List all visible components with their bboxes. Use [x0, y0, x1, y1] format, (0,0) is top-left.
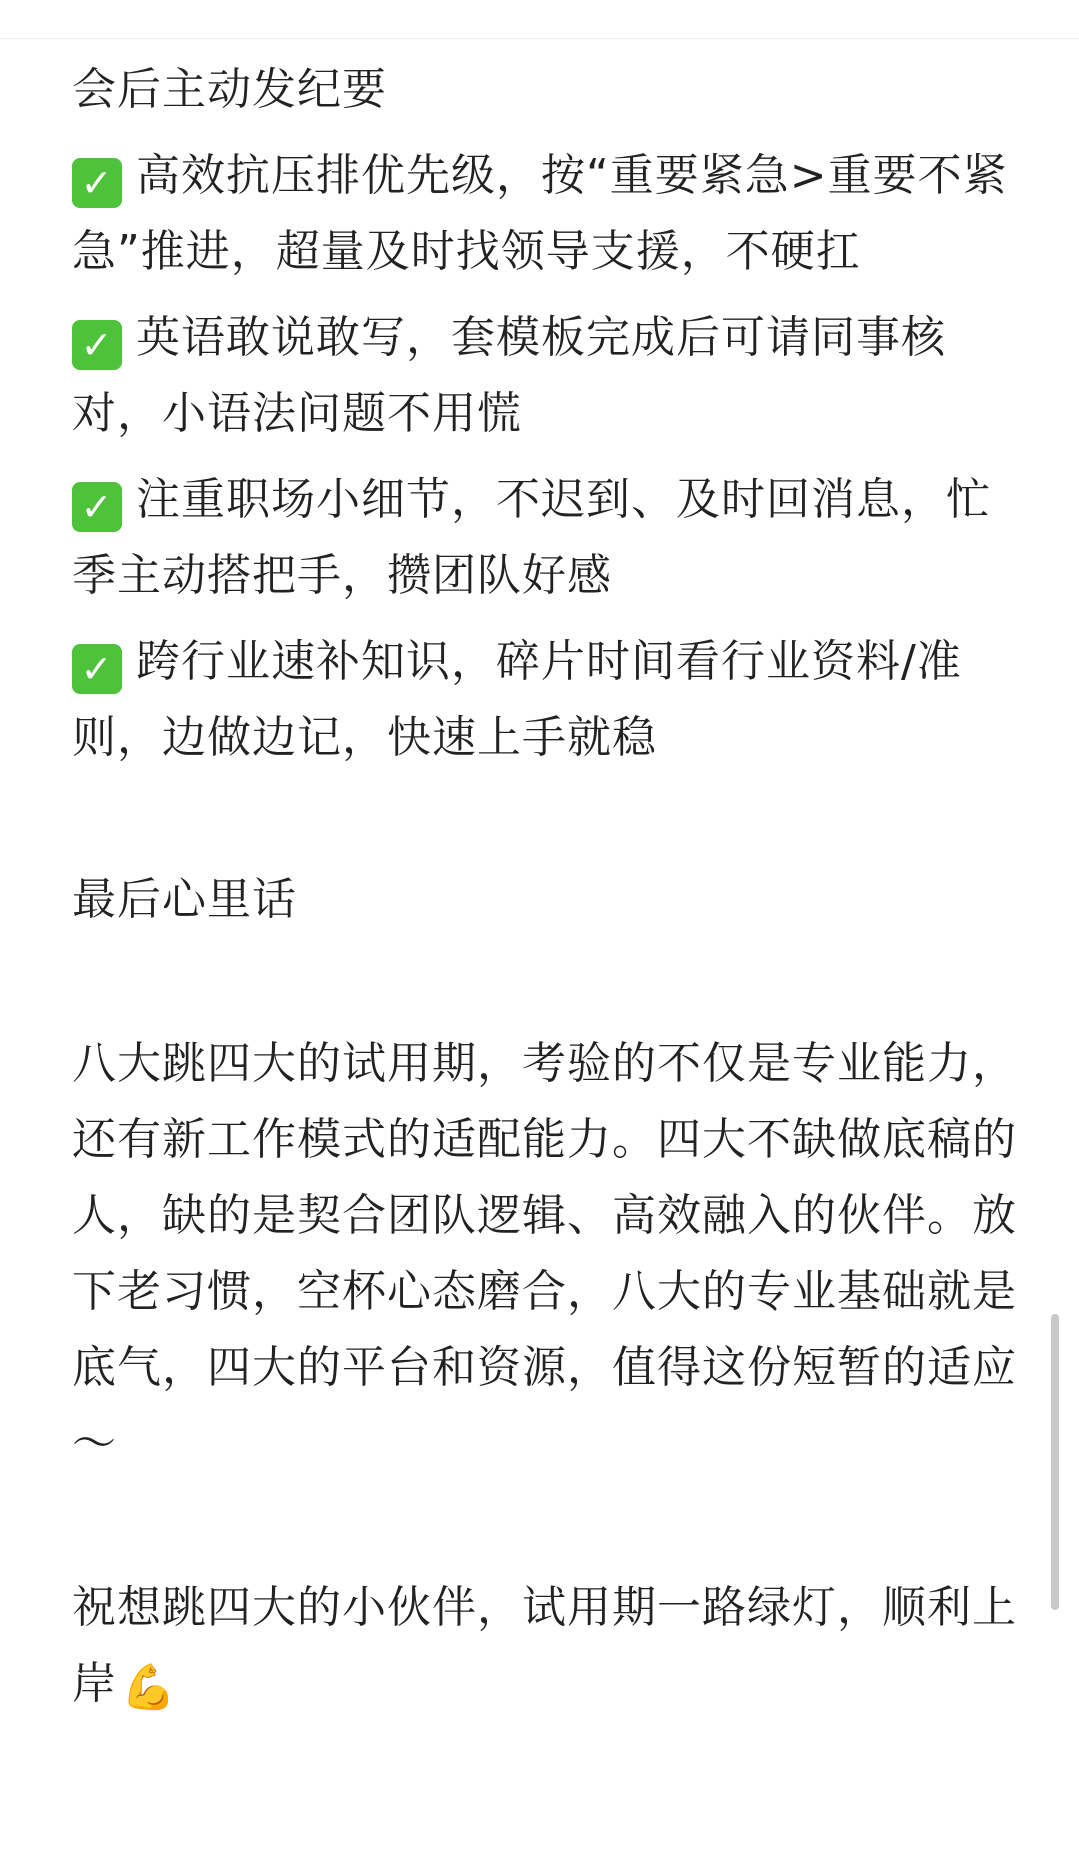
vertical-scrollbar[interactable] [1051, 1314, 1059, 1610]
check-mark-icon: ✓ [72, 482, 122, 532]
flexed-biceps-icon: 💪 [121, 1662, 177, 1713]
body-paragraph: 八大跳四大的试用期，考验的不仅是专业能力，还有新工作模式的适配能力。四大不缺做底稿的人，缺的是契合团队逻辑、高效融入的伙伴。放下老习惯，空杯心态磨合，八大的专业基础就是底气，四大的平台和资源，值得这份短暂的适应～ [72, 1038, 1017, 1469]
closing-wish-text: 祝想跳四大的小伙伴，试用期一路绿灯，顺利上岸 [72, 1582, 1017, 1709]
checklist-item-text: 注重职场小细节，不迟到、及时回消息，忙季主动搭把手，攒团队好感 [72, 474, 991, 601]
closing-wish [72, 1570, 1022, 1726]
checklist-item-text: 高效抗压排优先级，按“重要紧急>重要不紧急”推进，超量及时找领导支援，不硬扛 [72, 150, 1008, 277]
check-mark-icon: ✓ [72, 320, 122, 370]
check-mark-icon: ✓ [72, 644, 122, 694]
top-divider [0, 38, 1079, 39]
checklist-item [72, 300, 1022, 452]
checklist-item [72, 624, 1022, 776]
section-heading-final-words: 最后心里话 [72, 874, 297, 925]
section-heading-minutes: 会后主动发纪要 [72, 64, 387, 115]
checklist-item [72, 138, 1022, 290]
checklist-item [72, 462, 1022, 614]
checklist-item-text: 英语敢说敢写，套模板完成后可请同事核对，小语法问题不用慌 [72, 312, 946, 439]
check-mark-icon: ✓ [72, 158, 122, 208]
checklist-item-text: 跨行业速补知识，碎片时间看行业资料/准则，边做边记，快速上手就稳 [72, 636, 962, 763]
post-content [72, 52, 1022, 1726]
